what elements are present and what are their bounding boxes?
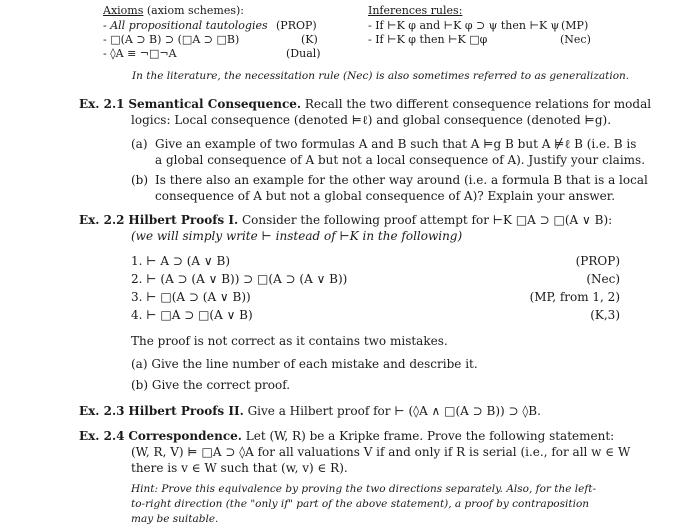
- axiom-prop: - All propositional tautologies: [103, 19, 268, 32]
- ex21-line2: logics: Local consequence (denoted ⊨ℓ) and global consequence (denoted ⊨g).: [131, 113, 612, 127]
- necessitation-note: In the literature, the necessitation rule (Nec) is also sometimes referred to as generalization.: [132, 70, 630, 82]
- ex21-a-line2: a global consequence of A but not a local consequence of A). Justify your claims.: [155, 153, 646, 167]
- axiom-k-tag: (K): [301, 33, 318, 46]
- proof-step-3: 3. ⊢ □(A ⊃ (A ∨ B)): [131, 290, 251, 304]
- ex24-line3: there is v ∈ W such that (w, v) ∈ R).: [131, 461, 348, 475]
- proof-step-1-just: (PROP): [575, 254, 620, 268]
- ex21-a-label: (a): [131, 137, 148, 151]
- rule-mp-tag: (MP): [561, 19, 589, 32]
- ex24-hint3: may be suitable.: [131, 513, 219, 525]
- rule-mp: - If ⊢K φ and ⊢K φ ⊃ ψ then ⊢K ψ: [368, 19, 560, 32]
- ex24-line2: (W, R, V) ⊨ □A ⊃ ◊A for all valuations V if and only if R is serial (i.e., for all w ∈ W: [131, 445, 631, 459]
- ex21-b-line2: consequence of A but not a global consequence of A)? Explain your answer.: [155, 189, 616, 203]
- proof-step-3-just: (MP, from 1, 2): [529, 290, 620, 304]
- rule-nec-tag: (Nec): [560, 33, 591, 46]
- axiom-dual: - ◊A ≡ ¬□¬A: [103, 47, 177, 60]
- ex21-line1: Ex. 2.1 Semantical Consequence. Recall the two different consequence relations for modal: [79, 97, 652, 111]
- proof-step-2-just: (Nec): [586, 272, 620, 286]
- axiom-k: - □(A ⊃ B) ⊃ (□A ⊃ □B): [103, 33, 240, 46]
- ex24-line1: Ex. 2.4 Correspondence. Let (W, R) be a Kripke frame. Prove the following statement:: [79, 429, 615, 443]
- inferences-heading: Inferences rules:: [368, 4, 463, 17]
- rule-nec: - If ⊢K φ then ⊢K □φ: [368, 33, 488, 46]
- axiom-dual-tag: (Dual): [286, 47, 321, 60]
- ex23-line: Ex. 2.3 Hilbert Proofs II. Give a Hilbert proof for ⊢ (◊A ∧ □(A ⊃ B)) ⊃ ◊B.: [79, 404, 541, 418]
- ex22-a: (a) Give the line number of each mistake and describe it.: [131, 357, 478, 371]
- proof-step-4-just: (K,3): [590, 308, 620, 322]
- proof-step-4: 4. ⊢ □A ⊃ □(A ∨ B): [131, 308, 253, 322]
- ex24-hint2: to-right direction (the "only if" part of the above statement), a proof by contraposition: [131, 498, 590, 510]
- ex24-hint1: Hint: Prove this equivalence by proving the two directions separately. Also, for the left-: [131, 483, 597, 495]
- axioms-heading: Axioms (axiom schemes):: [103, 4, 244, 17]
- proof-step-2: 2. ⊢ (A ⊃ (A ∨ B)) ⊃ □(A ⊃ (A ∨ B)): [131, 272, 348, 286]
- ex22-subnote: (we will simply write ⊢ instead of ⊢K in the following): [131, 229, 463, 243]
- ex22-b: (b) Give the correct proof.: [131, 378, 291, 392]
- axiom-prop-tag: (PROP): [276, 19, 317, 32]
- ex22-conclusion: The proof is not correct as it contains two mistakes.: [131, 334, 448, 348]
- ex22-line1: Ex. 2.2 Hilbert Proofs I. Consider the following proof attempt for ⊢K □A ⊃ □(A ∨ B):: [79, 213, 613, 227]
- proof-step-1: 1. ⊢ A ⊃ (A ∨ B): [131, 254, 231, 268]
- ex21-a-line1: Give an example of two formulas A and B such that A ⊨g B but A ⊭ℓ B (i.e. B is: [155, 137, 637, 151]
- ex21-b-label: (b): [131, 173, 149, 187]
- ex21-b-line1: Is there also an example for the other way around (i.e. a formula B that is a local: [155, 173, 648, 187]
